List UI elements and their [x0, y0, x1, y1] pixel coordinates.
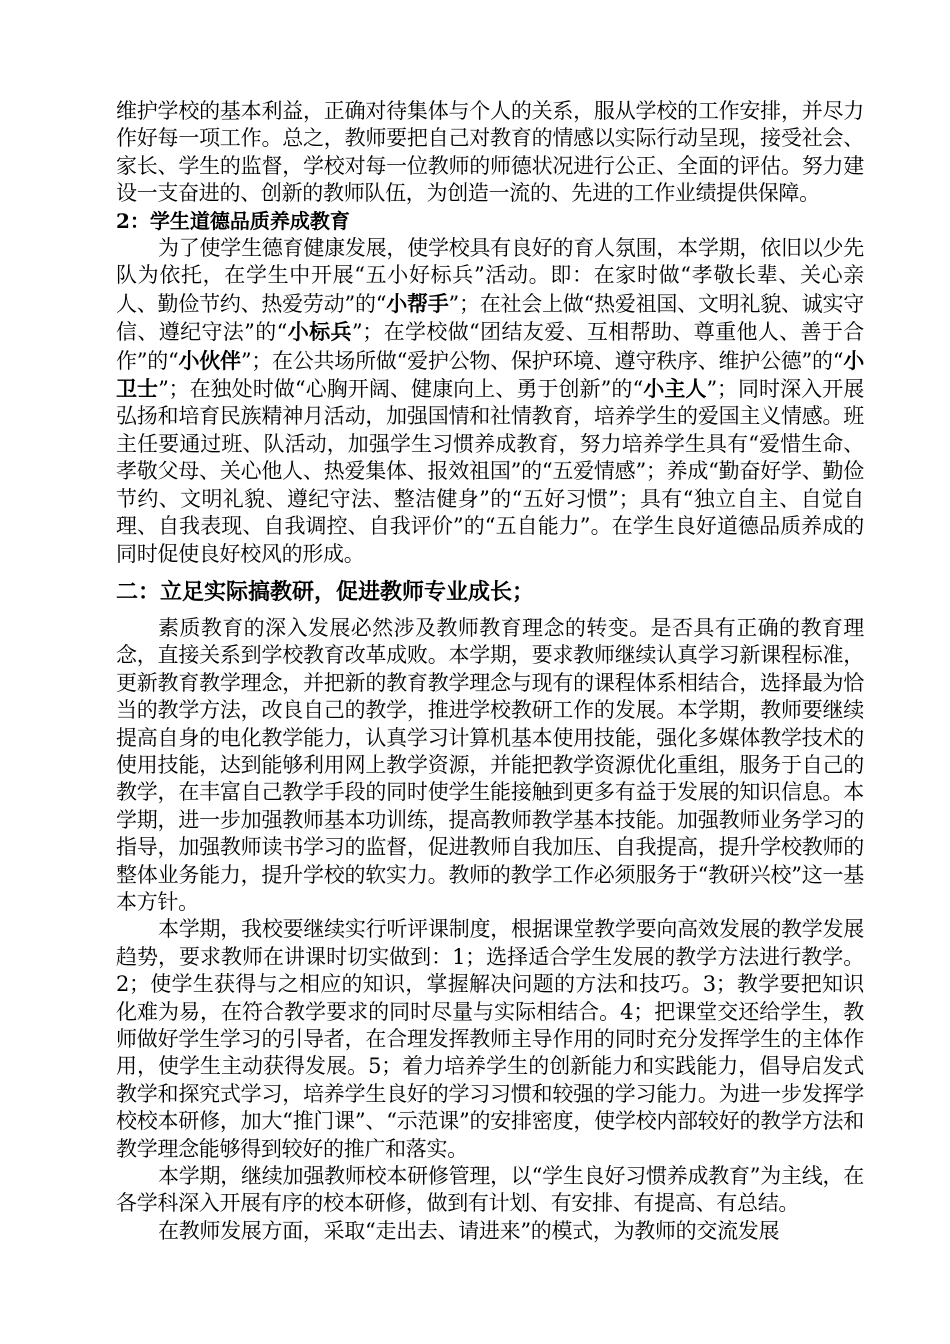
bold-term-little-partner: 小伙伴: [178, 347, 241, 373]
bold-term-little-guardian: 小卫士: [116, 347, 864, 402]
text-run: ”；同时深入开展弘扬和培育民族精神月活动，加强国情和社情教育，培养学生的爱国主义情感。班主任要通过班、队活动，加强学生习惯养成教育，努力培养学生具有“爱惜生命、孝敬父母、关心他人、热爱集体、报效祖国”的“五爱情感”；养成“勤奋好学、勤俭节约、文明礼貌、遵纪守法、整洁健身”的“五好习惯”；具有“独立自主、自觉自理、自我表现、自我调控、自我评价”的“五自能力”。在学生良好道德品质养成的同时促使良好校风的形成。: [116, 377, 864, 566]
text-run: ”；在独处时做“心胸开阔、健康向上、勇于创新”的“: [158, 377, 643, 402]
bold-term-little-model: 小标兵: [287, 319, 352, 345]
sub-heading-moral-education: 2：学生道德品质养成教育: [116, 208, 350, 233]
paragraph-teacher-development: 在教师发展方面，采取“走出去、请进来”的模式，为教师的交流发展: [158, 1218, 780, 1243]
text-run: ”；在社会上做“热爱祖国、文明礼貌、诚实守信、遵纪守法”的“: [116, 291, 864, 345]
paragraph-moral-education: [116, 235, 864, 568]
bold-term-little-helper: 小帮手: [386, 290, 449, 316]
document-page: [116, 98, 864, 1245]
bold-term-little-master: 小主人: [642, 376, 707, 402]
paragraph-school-based-research: 本学期，继续加强教师校本研修管理，以“学生良好习惯养成教育”为主线，在各学科深入开展有序的校本研修，做到有计划、有安排、有提高、有总结。: [116, 1164, 864, 1216]
paragraph-education-philosophy: 素质教育的深入发展必然涉及教师教育理念的转变。是否具有正确的教育理念，直接关系到学校教育改革成败。本学期，要求教师继续认真学习新课程标准，更新教育教学理念，并把新的教育教学理念与现有的课程体系相结合，选择最为恰当的教学方法，改良自己的教学，推进学校教研工作的发展。本学期，教师要继续提高自身的电化教学能力，认真学习计算机基本使用技能，强化多媒体教学技术的使用技能，达到能够利用网上教学资源，并能把教学资源优化重组，服务于自己的教学，在丰富自己教学手段的同时使学生能接触到更多有益于发展的知识信息。本学期，进一步加强教师基本功训练，提高教师教学基本技能。加强教师业务学习的指导，加强教师读书学习的监督，促进教师自我加压、自我提高，提升学校教师的整体业务能力，提升学校的软实力。教师的教学工作必须服务于“教研兴校”这一基本方针。: [116, 615, 864, 914]
paragraph-teacher-ethics: 维护学校的基本利益，正确对待集体与个人的关系，服从学校的工作安排，并尽力作好每一项工作。总之，教师要把自己对教育的情感以实际行动呈现，接受社会、家长、学生的监督，学校对每一位教师的师德状况进行公正、全面的评估。努力建设一支奋进的、创新的教师队伍，为创造一流的、先进的工作业绩提供保障。: [116, 99, 864, 206]
text-run: 为了使学生德育健康发展，使学校具有良好的育人氛围，本学期，依旧以少先队为依托，在学生中开展“五小好标兵”活动。即：在家时做“孝敬长辈、关心亲人、勤俭节约、热爱劳动”的“: [116, 236, 864, 316]
text-run: ”；在学校做“团结友爱、互相帮助、尊重他人、善于合作”的“: [116, 320, 864, 373]
section-heading-teaching-research: 二：立足实际搞教研，促进教师专业成长；: [116, 578, 535, 605]
paragraph-lesson-evaluation: 本学期，我校要继续实行听评课制度，根据课堂教学要向高效发展的教学发展趋势，要求教师在讲课时切实做到：1；选择适合学生发展的教学方法进行教学。2；使学生获得与之相应的知识，掌握解决问题的方法和技巧。3；教学要把知识化难为易，在符合教学要求的同时尽量与实际相结合。4；把课堂交还给学生，教师做好学生学习的引导者，在合理发挥教师主导作用的同时充分发挥学生的主体作用，使学生主动获得发展。5；着力培养学生的创新能力和实践能力，倡导启发式教学和探究式学习，培养学生良好的学习习惯和较强的学习能力。为进一步发挥学校校本研修，加大“推门课”、“示范课”的安排密度，使学校内部较好的教学方法和教学理念能够得到较好的推广和落实。: [116, 917, 864, 1161]
text-run: ”；在公共场所做“爱护公物、保护环境、遵守秩序、维护公德”的“: [240, 348, 844, 373]
